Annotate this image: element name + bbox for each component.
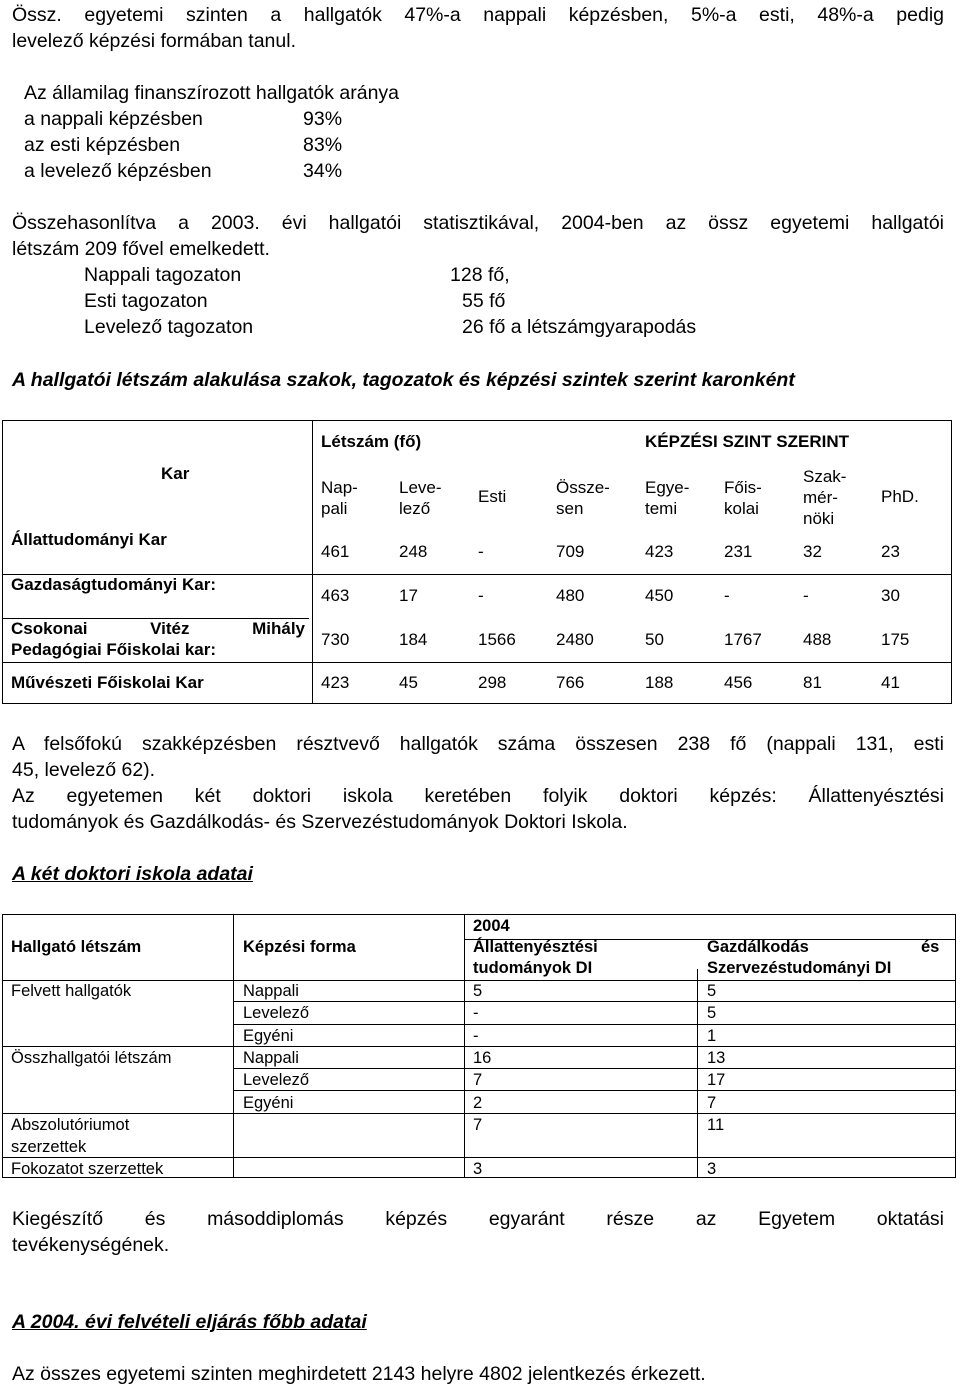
row-value-gazdalkodas: 17 bbox=[707, 1071, 726, 1090]
table-cell: 50 bbox=[645, 630, 664, 649]
table-cell: 461 bbox=[321, 542, 350, 561]
compare-line-1: Összehasonlítva a 2003. évi hallgatói statisztikával, 2004-ben az össz egyetemi hallgatói bbox=[12, 212, 944, 234]
table-cell: 231 bbox=[724, 542, 753, 561]
ratio-label-2: az esti képzésben bbox=[24, 134, 181, 156]
table-cell: 32 bbox=[803, 542, 822, 561]
row-label-allattudomanyi: Állattudományi Kar bbox=[11, 530, 167, 549]
h-col2-l1a: Gazdálkodás bbox=[707, 938, 809, 956]
row-label-gazdasagtudomanyi: Gazdaságtudományi Kar: bbox=[11, 575, 216, 594]
table-cell: 188 bbox=[645, 673, 674, 692]
table-cell: 463 bbox=[321, 586, 350, 605]
table-cell: 175 bbox=[881, 630, 910, 649]
table-row bbox=[3, 1069, 955, 1091]
row-value-gazdalkodas: 7 bbox=[707, 1093, 717, 1112]
row-value-gazdalkodas: 11 bbox=[707, 1115, 725, 1134]
h-col2-l1b: és bbox=[921, 938, 940, 956]
intro-line-1: Össz. egyetemi szinten a hallgatók 47%-a nappali képzésben, 5%-a esti, 48%-a pedig bbox=[12, 4, 944, 26]
growth-label-2: Esti tagozaton bbox=[84, 290, 208, 312]
row-value-allattenyesztesi: 7 bbox=[473, 1115, 483, 1134]
table-cell: - bbox=[803, 586, 809, 605]
row-label-2: szerzettek bbox=[11, 1138, 87, 1157]
table-cell: 2480 bbox=[556, 630, 594, 649]
h-year: 2004 bbox=[473, 917, 510, 935]
table-cell: 766 bbox=[556, 673, 585, 692]
table-cell: 423 bbox=[321, 673, 350, 692]
table-cell: 41 bbox=[881, 673, 900, 692]
row-forma: Levelező bbox=[243, 1071, 310, 1090]
table-cell: 730 bbox=[321, 630, 350, 649]
ratio-label-1: a nappali képzésben bbox=[24, 108, 203, 130]
row-value-gazdalkodas: 1 bbox=[707, 1026, 717, 1045]
row-label-muveszeti: Művészeti Főiskolai Kar bbox=[11, 673, 204, 692]
letszam-header: Létszám (fő) bbox=[321, 432, 422, 451]
row-label: Összhallgatói létszám bbox=[11, 1048, 172, 1067]
row-label: Abszolutóriumot bbox=[11, 1115, 130, 1134]
table-cell: 480 bbox=[556, 586, 585, 605]
table-cell: 298 bbox=[478, 673, 507, 692]
table-cell: 709 bbox=[556, 542, 585, 561]
row-value-allattenyesztesi: 3 bbox=[473, 1160, 483, 1179]
para3-line-2: tevékenységének. bbox=[12, 1234, 170, 1256]
para2-line-3: Az egyetemen két doktori iskola keretében folyik doktori képzés: Állattenyésztési bbox=[12, 785, 944, 807]
row-label-csokonai: Csokonai Vitéz Mihály bbox=[11, 619, 305, 638]
kar-header: Kar bbox=[161, 464, 190, 483]
ratio-value-2: 83% bbox=[303, 134, 343, 156]
h-forma: Képzési forma bbox=[243, 938, 356, 956]
section-title-3: A 2004. évi felvételi eljárás főbb adatai bbox=[12, 1311, 367, 1333]
table-row bbox=[3, 1092, 955, 1114]
table-cell: 450 bbox=[645, 586, 674, 605]
table-cell: 30 bbox=[881, 586, 900, 605]
row-value-allattenyesztesi: - bbox=[473, 1026, 479, 1045]
row-value-allattenyesztesi: - bbox=[473, 1004, 479, 1023]
col-header-egyetemi: Egye- temi bbox=[645, 478, 690, 518]
table-cell: 17 bbox=[399, 586, 418, 605]
col-header-levelezo: Leve- lező bbox=[399, 478, 442, 518]
table-cell: 1767 bbox=[724, 630, 762, 649]
col-header-nappali: Nap- pali bbox=[321, 478, 358, 518]
para2-line-4: tudományok és Gazdálkodás- és Szervezéstudományok Doktori Iskola. bbox=[12, 811, 628, 833]
row-forma: Levelező bbox=[243, 1004, 310, 1023]
section-title-1: A hallgatói létszám alakulása szakok, tagozatok és képzési szintek szerint karonként bbox=[12, 369, 795, 391]
row-value-gazdalkodas: 5 bbox=[707, 1004, 717, 1023]
table-cell: - bbox=[478, 586, 484, 605]
h-hallgato: Hallgató létszám bbox=[11, 938, 142, 956]
section-title-2: A két doktori iskola adatai bbox=[12, 863, 253, 885]
row-forma: Nappali bbox=[243, 1048, 299, 1067]
row-forma: Nappali bbox=[243, 982, 299, 1000]
para2-line-1: A felsőfokú szakképzésben résztvevő hallgatók száma összesen 238 fő (nappali 131, esti bbox=[12, 733, 944, 755]
row-label: Fokozatot szerzettek bbox=[11, 1160, 164, 1179]
h-col1-l1: Állattenyésztési bbox=[473, 938, 598, 956]
ratio-title: Az államilag finanszírozott hallgatók aránya bbox=[24, 82, 400, 104]
col-header-foiskolai: Főis- kolai bbox=[724, 478, 762, 518]
growth-value-2: 55 fő bbox=[462, 290, 506, 312]
para3-line-1: Kiegészítő és másoddiplomás képzés egyaránt része az Egyetem oktatási bbox=[12, 1208, 944, 1230]
growth-value-1: 128 fő, bbox=[450, 264, 510, 286]
h-col2-l2: Szervezéstudományi DI bbox=[707, 959, 892, 977]
row-forma: Egyéni bbox=[243, 1026, 294, 1045]
final-line: Az összes egyetemi szinten meghirdetett 2143 helyre 4802 jelentkezés érkezett. bbox=[12, 1363, 706, 1385]
table-cell: 45 bbox=[399, 673, 418, 692]
table-cell: 1566 bbox=[478, 630, 516, 649]
col-header-osszesen: Össze- sen bbox=[556, 478, 610, 518]
table-cell: 488 bbox=[803, 630, 832, 649]
growth-label-1: Nappali tagozaton bbox=[84, 264, 242, 286]
table-cell: 248 bbox=[399, 542, 428, 561]
growth-value-3: 26 fő a létszámgyarapodás bbox=[462, 316, 697, 338]
compare-line-2: létszám 209 fővel emelkedett. bbox=[12, 238, 270, 260]
col-header-szakmernoki: Szak- mér- nöki bbox=[803, 467, 847, 528]
table-row bbox=[3, 1025, 955, 1047]
row-value-gazdalkodas: 5 bbox=[707, 982, 717, 1000]
table-doktori bbox=[2, 914, 956, 1178]
col-header-phd: PhD. bbox=[881, 487, 919, 506]
table-row bbox=[3, 1114, 955, 1159]
table-cell: 184 bbox=[399, 630, 428, 649]
intro-line-2: levelező képzési formában tanul. bbox=[12, 30, 296, 52]
growth-label-3: Levelező tagozaton bbox=[84, 316, 254, 338]
row-forma: Egyéni bbox=[243, 1093, 294, 1112]
row-value-gazdalkodas: 3 bbox=[707, 1160, 717, 1179]
row-value-allattenyesztesi: 7 bbox=[473, 1071, 483, 1090]
ratio-label-3: a levelező képzésben bbox=[24, 160, 212, 182]
table-row bbox=[3, 980, 955, 1002]
para2-line-2: 45, levelező 62). bbox=[12, 759, 156, 781]
table-cell: 423 bbox=[645, 542, 674, 561]
table-cell: - bbox=[724, 586, 730, 605]
table-row bbox=[3, 1047, 955, 1069]
col-header-esti: Esti bbox=[478, 487, 507, 506]
row-value-gazdalkodas: 13 bbox=[707, 1048, 726, 1067]
kepzesi-header: KÉPZÉSI SZINT SZERINT bbox=[645, 432, 850, 451]
table-row bbox=[3, 1158, 955, 1180]
table-cell: - bbox=[478, 542, 484, 561]
ratio-value-3: 34% bbox=[303, 160, 343, 182]
table-cell: 456 bbox=[724, 673, 753, 692]
table-karonkent bbox=[2, 420, 952, 704]
ratio-value-1: 93% bbox=[303, 108, 343, 130]
table-cell: 23 bbox=[881, 542, 900, 561]
table-row bbox=[3, 1002, 955, 1024]
row-label: Felvett hallgatók bbox=[11, 982, 132, 1000]
h-col1-l2: tudományok DI bbox=[473, 959, 593, 977]
row-value-allattenyesztesi: 2 bbox=[473, 1093, 483, 1112]
row-value-allattenyesztesi: 5 bbox=[473, 982, 483, 1000]
row-label-csokonai-2: Pedagógiai Főiskolai kar: bbox=[11, 640, 217, 659]
table-cell: 81 bbox=[803, 673, 822, 692]
row-value-allattenyesztesi: 16 bbox=[473, 1048, 492, 1067]
